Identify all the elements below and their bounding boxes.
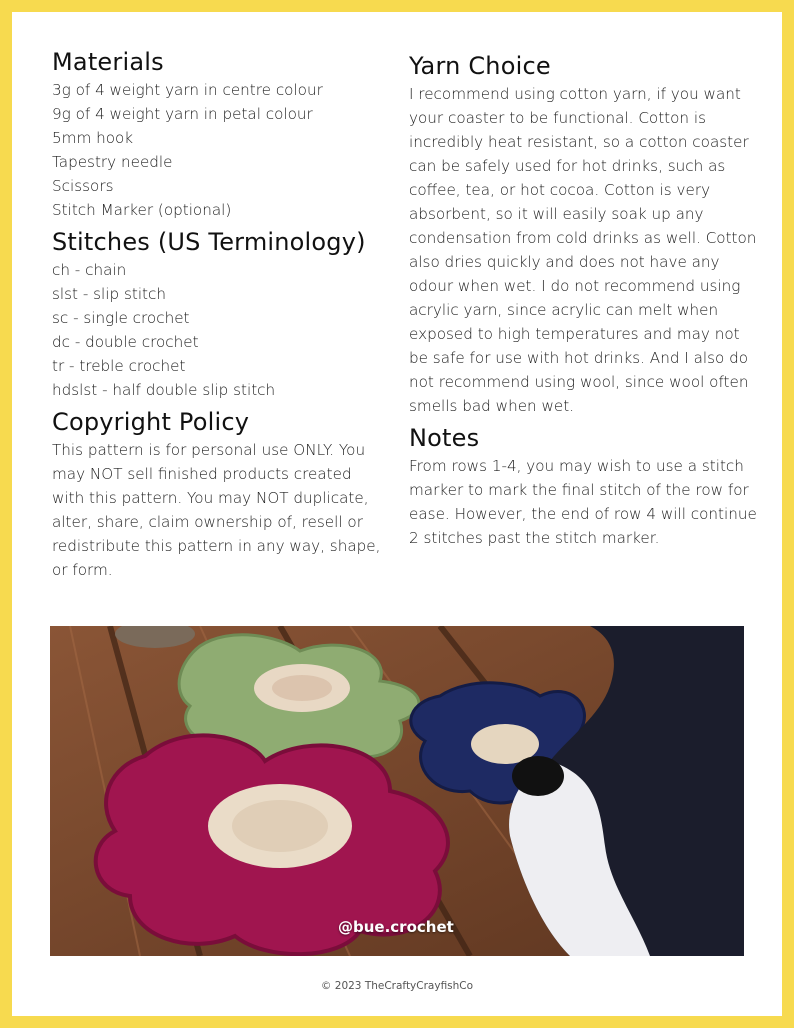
materials-item: Tapestry needle <box>52 153 173 171</box>
coaster-photo <box>50 626 744 956</box>
materials-item: Scissors <box>52 177 114 195</box>
photo-watermark: @bue.crochet <box>338 918 454 936</box>
materials-item: Stitch Marker (optional) <box>52 201 232 219</box>
yarn-choice-text: I recommend using cotton yarn, if you want your coaster to be functional. Cotton is incredibly heat resistant, so a cotton coaster can be safely used for hot drinks, such as coffee, tea, or hot cocoa. Cotton is very absorbent, so it will easily soak up any condensation from cold drinks as well. Cotton also dries quickly and does not have any odour when wet. I do not recommend using acrylic yarn, since acrylic can melt when exposed to high temperatures and may not be safe for use with hot drinks. And I also do not recommend using wool, since wool often smells bad when wet. <box>409 85 757 415</box>
materials-heading: Materials <box>52 48 164 76</box>
notes-heading: Notes <box>409 424 480 452</box>
materials-section <box>52 48 382 222</box>
stitch-item: sc - single crochet <box>52 309 190 327</box>
left-column <box>52 48 382 588</box>
stitches-heading: Stitches (US Terminology) <box>52 228 366 256</box>
materials-item: 3g of 4 weight yarn in centre colour <box>52 81 323 99</box>
copyright-section <box>52 408 382 582</box>
materials-item: 9g of 4 weight yarn in petal colour <box>52 105 313 123</box>
stitch-item: slst - slip stitch <box>52 285 166 303</box>
yarn-choice-heading: Yarn Choice <box>409 52 551 80</box>
notes-section <box>409 424 759 550</box>
stitches-section <box>52 228 382 402</box>
stitch-item: hdslst - half double slip stitch <box>52 381 276 399</box>
copyright-heading: Copyright Policy <box>52 408 250 436</box>
materials-list <box>52 78 382 222</box>
copyright-text: This pattern is for personal use ONLY. You may NOT sell finished products created with this pattern. You may NOT duplicate, alter, share, claim ownership of, resell or redistribute this pattern in any way, shape, or form. <box>52 441 381 579</box>
materials-item: 5mm hook <box>52 129 134 147</box>
stitch-item: dc - double crochet <box>52 333 199 351</box>
yarn-choice-section <box>409 52 759 418</box>
right-column <box>409 52 759 556</box>
pattern-page <box>12 12 782 1016</box>
stitches-list <box>52 258 382 402</box>
notes-text: From rows 1-4, you may wish to use a stitch marker to mark the final stitch of the row for ease. However, the end of row 4 will continue 2 stitches past the stitch marker. <box>409 457 757 547</box>
stitch-item: tr - treble crochet <box>52 357 186 375</box>
coaster-photo-illustration <box>50 626 744 956</box>
stitch-item: ch - chain <box>52 261 127 279</box>
copyright-footer: © 2023 TheCraftyCrayfishCo <box>320 980 474 992</box>
